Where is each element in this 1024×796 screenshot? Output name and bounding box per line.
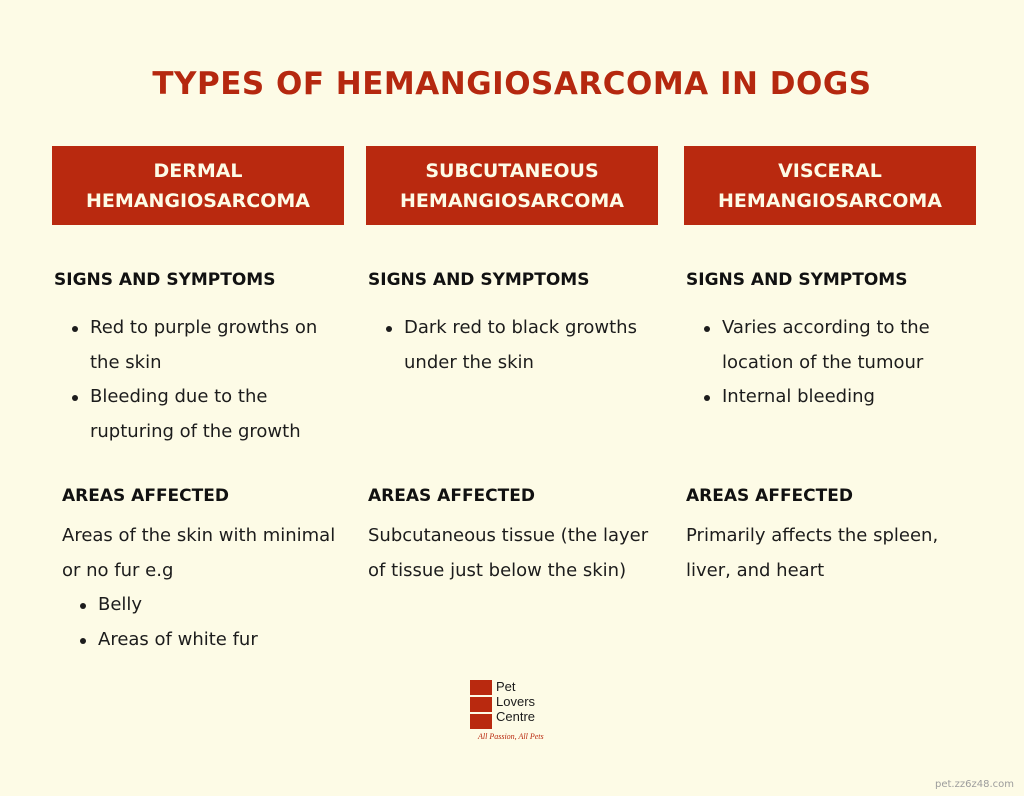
signs-list <box>386 311 656 380</box>
list-item: Areas of white fur <box>80 623 258 658</box>
dermal-heading-line2: HEMANGIOSARCOMA <box>86 189 310 212</box>
list-item: Dark red to black growths under the skin <box>386 311 656 380</box>
subcutaneous-heading-line1: SUBCUTANEOUS <box>425 159 599 182</box>
column-visceral <box>684 146 976 581</box>
subcutaneous-heading-line2: HEMANGIOSARCOMA <box>400 189 624 212</box>
dog-icon <box>470 680 492 695</box>
logo-line3: Centre <box>496 709 536 724</box>
areas-text: Primarily affects the spleen, liver, and heart <box>686 525 939 581</box>
areas-label: AREAS AFFECTED <box>62 486 229 506</box>
logo-wordmark <box>496 679 535 724</box>
column-subcutaneous <box>366 146 658 581</box>
signs-label: SIGNS AND SYMPTOMS <box>686 270 908 290</box>
list-item: Varies according to the location of the tumour <box>704 311 974 380</box>
dermal-heading-line1: DERMAL <box>153 159 243 182</box>
logo-line1: Pet <box>496 679 516 694</box>
areas-text: Areas of the skin with minimal or no fur e.g <box>62 525 336 581</box>
logo-tagline: All Passion, All Pets <box>478 732 544 741</box>
pet-lovers-centre-logo <box>470 680 560 744</box>
signs-list <box>704 311 974 415</box>
page-title: TYPES OF HEMANGIOSARCOMA IN DOGS <box>152 66 872 102</box>
list-item: Red to purple growths on the skin <box>72 311 342 380</box>
visceral-heading-line2: HEMANGIOSARCOMA <box>718 189 942 212</box>
areas-label: AREAS AFFECTED <box>368 486 535 506</box>
signs-list <box>72 311 342 449</box>
areas-label: AREAS AFFECTED <box>686 486 853 506</box>
list-item: Belly <box>80 588 258 623</box>
subcutaneous-heading <box>366 146 658 225</box>
fish-icon <box>470 714 492 729</box>
visceral-heading <box>684 146 976 225</box>
dermal-heading <box>52 146 344 225</box>
watermark: pet.zz6z48.com <box>935 779 1014 790</box>
areas-list <box>80 588 258 657</box>
list-item: Internal bleeding <box>704 380 974 415</box>
column-dermal <box>52 146 344 650</box>
logo-icons <box>470 680 492 730</box>
visceral-heading-line1: VISCERAL <box>778 159 882 182</box>
list-item: Bleeding due to the rupturing of the growth <box>72 380 342 449</box>
logo-line2: Lovers <box>496 694 536 709</box>
areas-text: Subcutaneous tissue (the layer of tissue just below the skin) <box>368 525 649 581</box>
signs-label: SIGNS AND SYMPTOMS <box>54 270 276 290</box>
signs-label: SIGNS AND SYMPTOMS <box>368 270 590 290</box>
bird-icon <box>470 697 492 712</box>
